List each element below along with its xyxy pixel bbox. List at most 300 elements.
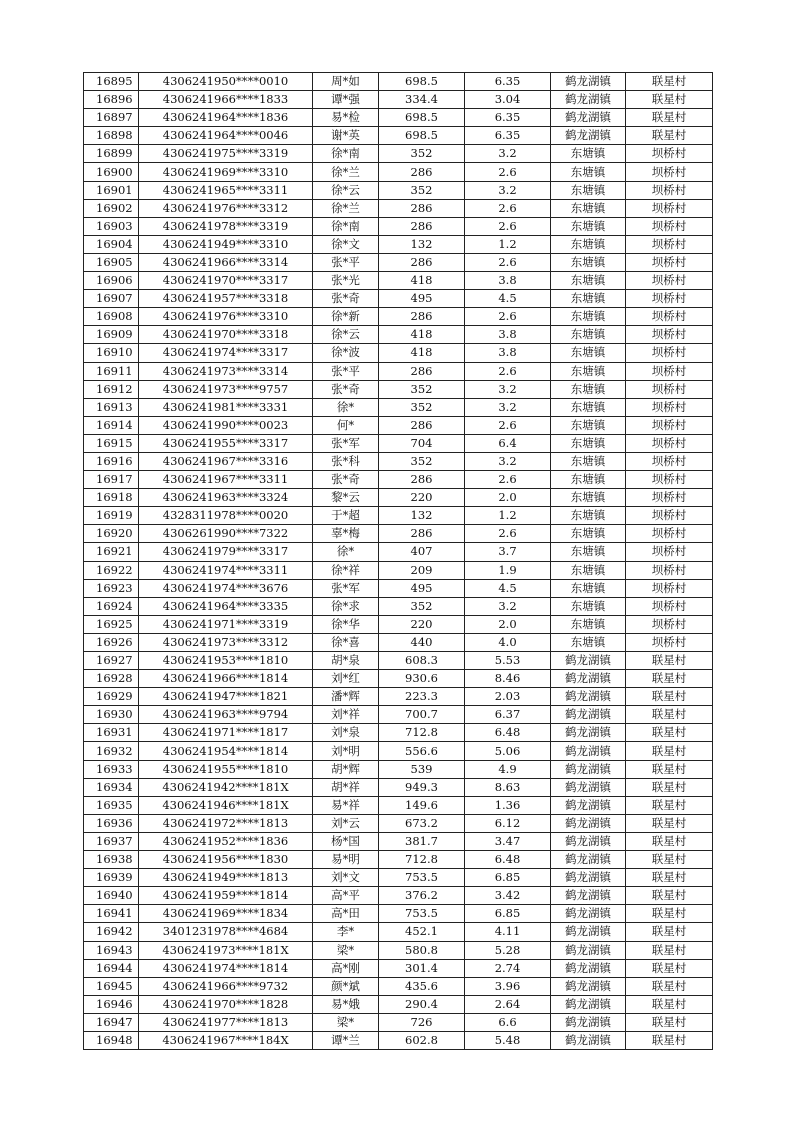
name-cell: 张*奇 [313,471,379,489]
serial-number-cell: 16944 [84,959,139,977]
table-row [84,579,713,597]
village-cell: 坝桥村 [626,253,713,271]
serial-number-cell: 16907 [84,290,139,308]
town-cell: 鹤龙湖镇 [551,73,626,91]
village-cell: 坝桥村 [626,579,713,597]
town-cell: 鹤龙湖镇 [551,869,626,887]
id-number-cell: 4306241942****181X [139,778,313,796]
town-cell: 东塘镇 [551,398,626,416]
area-cell: 3.47 [465,832,551,850]
town-cell: 东塘镇 [551,308,626,326]
name-cell: 张*奇 [313,380,379,398]
village-cell: 联星村 [626,923,713,941]
table-row [84,181,713,199]
village-cell: 坝桥村 [626,272,713,290]
table-row [84,778,713,796]
amount-cell: 495 [379,290,465,308]
table-row [84,1013,713,1031]
serial-number-cell: 16943 [84,941,139,959]
serial-number-cell: 16897 [84,109,139,127]
table-row [84,471,713,489]
table-row [84,109,713,127]
village-cell: 坝桥村 [626,398,713,416]
serial-number-cell: 16916 [84,452,139,470]
village-cell: 联星村 [626,1031,713,1049]
id-number-cell: 4306241976****3310 [139,308,313,326]
amount-cell: 698.5 [379,127,465,145]
amount-cell: 602.8 [379,1031,465,1049]
id-number-cell: 4306241973****9757 [139,380,313,398]
table-row [84,199,713,217]
name-cell: 张*科 [313,452,379,470]
amount-cell: 352 [379,145,465,163]
amount-cell: 704 [379,434,465,452]
serial-number-cell: 16924 [84,597,139,615]
id-number-cell: 4306241978****3319 [139,217,313,235]
name-cell: 高*田 [313,905,379,923]
village-cell: 联星村 [626,832,713,850]
table-row [84,796,713,814]
serial-number-cell: 16919 [84,507,139,525]
id-number-cell: 4306241977****1813 [139,1013,313,1031]
town-cell: 鹤龙湖镇 [551,832,626,850]
records-table-body [84,73,713,1050]
id-number-cell: 4306241954****1814 [139,742,313,760]
table-row [84,434,713,452]
village-cell: 联星村 [626,742,713,760]
amount-cell: 712.8 [379,724,465,742]
serial-number-cell: 16914 [84,416,139,434]
area-cell: 6.85 [465,905,551,923]
id-number-cell: 4306241953****1810 [139,652,313,670]
table-row [84,416,713,434]
area-cell: 5.06 [465,742,551,760]
serial-number-cell: 16895 [84,73,139,91]
area-cell: 2.0 [465,615,551,633]
area-cell: 3.8 [465,326,551,344]
town-cell: 东塘镇 [551,489,626,507]
serial-number-cell: 16930 [84,706,139,724]
name-cell: 徐* [313,543,379,561]
town-cell: 东塘镇 [551,380,626,398]
serial-number-cell: 16933 [84,760,139,778]
village-cell: 坝桥村 [626,489,713,507]
town-cell: 鹤龙湖镇 [551,742,626,760]
id-number-cell: 4306241964****3335 [139,597,313,615]
name-cell: 徐*兰 [313,163,379,181]
id-number-cell: 4306241952****1836 [139,832,313,850]
serial-number-cell: 16922 [84,561,139,579]
village-cell: 联星村 [626,887,713,905]
name-cell: 张*平 [313,362,379,380]
town-cell: 鹤龙湖镇 [551,905,626,923]
serial-number-cell: 16939 [84,869,139,887]
village-cell: 坝桥村 [626,615,713,633]
area-cell: 3.2 [465,380,551,398]
area-cell: 6.48 [465,724,551,742]
area-cell: 6.6 [465,1013,551,1031]
name-cell: 刘*祥 [313,706,379,724]
area-cell: 5.53 [465,652,551,670]
village-cell: 联星村 [626,959,713,977]
village-cell: 坝桥村 [626,543,713,561]
area-cell: 2.6 [465,163,551,181]
amount-cell: 753.5 [379,869,465,887]
village-cell: 坝桥村 [626,235,713,253]
serial-number-cell: 16945 [84,977,139,995]
amount-cell: 286 [379,471,465,489]
village-cell: 联星村 [626,670,713,688]
area-cell: 3.8 [465,272,551,290]
name-cell: 张*平 [313,253,379,271]
amount-cell: 949.3 [379,778,465,796]
id-number-cell: 4306241974****3311 [139,561,313,579]
area-cell: 3.2 [465,597,551,615]
town-cell: 东塘镇 [551,145,626,163]
name-cell: 易*祥 [313,796,379,814]
serial-number-cell: 16921 [84,543,139,561]
name-cell: 徐* [313,398,379,416]
village-cell: 联星村 [626,706,713,724]
village-cell: 联星村 [626,73,713,91]
name-cell: 张*奇 [313,290,379,308]
village-cell: 联星村 [626,977,713,995]
amount-cell: 352 [379,181,465,199]
area-cell: 5.48 [465,1031,551,1049]
id-number-cell: 4306241949****3310 [139,235,313,253]
village-cell: 坝桥村 [626,507,713,525]
area-cell: 1.9 [465,561,551,579]
id-number-cell: 4306241966****3314 [139,253,313,271]
town-cell: 鹤龙湖镇 [551,778,626,796]
id-number-cell: 4306241973****181X [139,941,313,959]
town-cell: 鹤龙湖镇 [551,851,626,869]
table-row [84,91,713,109]
area-cell: 4.11 [465,923,551,941]
id-number-cell: 4306241970****3318 [139,326,313,344]
area-cell: 4.9 [465,760,551,778]
serial-number-cell: 16926 [84,633,139,651]
name-cell: 徐*新 [313,308,379,326]
serial-number-cell: 16937 [84,832,139,850]
table-row [84,959,713,977]
name-cell: 刘*红 [313,670,379,688]
table-row [84,941,713,959]
amount-cell: 132 [379,235,465,253]
town-cell: 东塘镇 [551,615,626,633]
amount-cell: 418 [379,272,465,290]
village-cell: 坝桥村 [626,416,713,434]
area-cell: 6.85 [465,869,551,887]
village-cell: 联星村 [626,652,713,670]
serial-number-cell: 16927 [84,652,139,670]
table-row [84,977,713,995]
amount-cell: 452.1 [379,923,465,941]
area-cell: 2.6 [465,308,551,326]
amount-cell: 556.6 [379,742,465,760]
area-cell: 6.12 [465,814,551,832]
town-cell: 东塘镇 [551,579,626,597]
id-number-cell: 4306241981****3331 [139,398,313,416]
town-cell: 鹤龙湖镇 [551,724,626,742]
name-cell: 张*军 [313,579,379,597]
id-number-cell: 4306241965****3311 [139,181,313,199]
village-cell: 联星村 [626,941,713,959]
name-cell: 徐*波 [313,344,379,362]
id-number-cell: 4306241955****3317 [139,434,313,452]
id-number-cell: 4306241966****1814 [139,670,313,688]
name-cell: 徐*南 [313,145,379,163]
town-cell: 东塘镇 [551,633,626,651]
serial-number-cell: 16920 [84,525,139,543]
serial-number-cell: 16908 [84,308,139,326]
serial-number-cell: 16948 [84,1031,139,1049]
name-cell: 易*明 [313,851,379,869]
amount-cell: 352 [379,380,465,398]
amount-cell: 440 [379,633,465,651]
amount-cell: 700.7 [379,706,465,724]
amount-cell: 753.5 [379,905,465,923]
id-number-cell: 4306241966****9732 [139,977,313,995]
id-number-cell: 4306241966****1833 [139,91,313,109]
amount-cell: 132 [379,507,465,525]
village-cell: 坝桥村 [626,597,713,615]
serial-number-cell: 16913 [84,398,139,416]
id-number-cell: 4306241969****1834 [139,905,313,923]
amount-cell: 223.3 [379,688,465,706]
name-cell: 易*娥 [313,995,379,1013]
name-cell: 徐*云 [313,326,379,344]
town-cell: 鹤龙湖镇 [551,670,626,688]
table-row [84,543,713,561]
serial-number-cell: 16942 [84,923,139,941]
amount-cell: 149.6 [379,796,465,814]
town-cell: 东塘镇 [551,253,626,271]
table-row [84,995,713,1013]
amount-cell: 286 [379,362,465,380]
amount-cell: 435.6 [379,977,465,995]
id-number-cell: 4306241973****3312 [139,633,313,651]
id-number-cell: 4306241963****9794 [139,706,313,724]
serial-number-cell: 16918 [84,489,139,507]
amount-cell: 673.2 [379,814,465,832]
town-cell: 东塘镇 [551,272,626,290]
table-row [84,688,713,706]
village-cell: 坝桥村 [626,471,713,489]
area-cell: 1.36 [465,796,551,814]
id-number-cell: 4306241974****1814 [139,959,313,977]
table-row [84,742,713,760]
area-cell: 1.2 [465,235,551,253]
table-row [84,561,713,579]
name-cell: 高*平 [313,887,379,905]
name-cell: 胡*祥 [313,778,379,796]
area-cell: 1.2 [465,507,551,525]
table-row [84,235,713,253]
amount-cell: 376.2 [379,887,465,905]
village-cell: 联星村 [626,796,713,814]
id-number-cell: 4306241976****3312 [139,199,313,217]
table-row [84,344,713,362]
amount-cell: 418 [379,344,465,362]
village-cell: 坝桥村 [626,380,713,398]
amount-cell: 220 [379,615,465,633]
area-cell: 8.63 [465,778,551,796]
name-cell: 胡*辉 [313,760,379,778]
town-cell: 鹤龙湖镇 [551,652,626,670]
town-cell: 东塘镇 [551,543,626,561]
serial-number-cell: 16912 [84,380,139,398]
village-cell: 坝桥村 [626,199,713,217]
table-row [84,814,713,832]
serial-number-cell: 16911 [84,362,139,380]
amount-cell: 286 [379,163,465,181]
village-cell: 坝桥村 [626,145,713,163]
village-cell: 联星村 [626,778,713,796]
serial-number-cell: 16905 [84,253,139,271]
amount-cell: 698.5 [379,109,465,127]
town-cell: 东塘镇 [551,181,626,199]
name-cell: 辜*梅 [313,525,379,543]
id-number-cell: 4306241969****3310 [139,163,313,181]
village-cell: 坝桥村 [626,434,713,452]
table-row [84,760,713,778]
table-row [84,851,713,869]
town-cell: 东塘镇 [551,597,626,615]
serial-number-cell: 16923 [84,579,139,597]
amount-cell: 352 [379,597,465,615]
serial-number-cell: 16931 [84,724,139,742]
area-cell: 2.6 [465,416,551,434]
area-cell: 3.7 [465,543,551,561]
amount-cell: 334.4 [379,91,465,109]
town-cell: 鹤龙湖镇 [551,796,626,814]
town-cell: 鹤龙湖镇 [551,127,626,145]
name-cell: 潘*辉 [313,688,379,706]
table-row [84,633,713,651]
town-cell: 鹤龙湖镇 [551,923,626,941]
town-cell: 东塘镇 [551,235,626,253]
table-row [84,905,713,923]
town-cell: 鹤龙湖镇 [551,887,626,905]
serial-number-cell: 16946 [84,995,139,1013]
area-cell: 6.4 [465,434,551,452]
village-cell: 坝桥村 [626,561,713,579]
amount-cell: 698.5 [379,73,465,91]
id-number-cell: 4306241975****3319 [139,145,313,163]
serial-number-cell: 16902 [84,199,139,217]
table-row [84,253,713,271]
name-cell: 刘*明 [313,742,379,760]
name-cell: 黎*云 [313,489,379,507]
serial-number-cell: 16940 [84,887,139,905]
serial-number-cell: 16947 [84,1013,139,1031]
amount-cell: 352 [379,398,465,416]
area-cell: 4.5 [465,579,551,597]
amount-cell: 580.8 [379,941,465,959]
village-cell: 联星村 [626,109,713,127]
area-cell: 6.35 [465,73,551,91]
area-cell: 6.37 [465,706,551,724]
amount-cell: 220 [379,489,465,507]
area-cell: 2.6 [465,362,551,380]
town-cell: 东塘镇 [551,290,626,308]
name-cell: 杨*国 [313,832,379,850]
name-cell: 徐*南 [313,217,379,235]
table-row [84,163,713,181]
serial-number-cell: 16941 [84,905,139,923]
village-cell: 坝桥村 [626,217,713,235]
table-row [84,507,713,525]
village-cell: 联星村 [626,1013,713,1031]
town-cell: 东塘镇 [551,471,626,489]
area-cell: 6.48 [465,851,551,869]
name-cell: 刘*文 [313,869,379,887]
id-number-cell: 4306241964****1836 [139,109,313,127]
serial-number-cell: 16896 [84,91,139,109]
table-row [84,380,713,398]
table-row [84,452,713,470]
village-cell: 联星村 [626,127,713,145]
name-cell: 于*超 [313,507,379,525]
serial-number-cell: 16925 [84,615,139,633]
serial-number-cell: 16910 [84,344,139,362]
table-row [84,887,713,905]
serial-number-cell: 16901 [84,181,139,199]
town-cell: 鹤龙湖镇 [551,760,626,778]
id-number-cell: 4306241972****1813 [139,814,313,832]
table-row [84,217,713,235]
table-row [84,308,713,326]
area-cell: 6.35 [465,109,551,127]
amount-cell: 286 [379,416,465,434]
amount-cell: 407 [379,543,465,561]
serial-number-cell: 16915 [84,434,139,452]
village-cell: 坝桥村 [626,344,713,362]
id-number-cell: 4306241956****1830 [139,851,313,869]
town-cell: 东塘镇 [551,217,626,235]
serial-number-cell: 16909 [84,326,139,344]
table-row [84,670,713,688]
area-cell: 2.6 [465,471,551,489]
name-cell: 梁* [313,1013,379,1031]
table-row [84,597,713,615]
table-row [84,724,713,742]
amount-cell: 352 [379,452,465,470]
id-number-cell: 4306241974****3317 [139,344,313,362]
name-cell: 胡*泉 [313,652,379,670]
town-cell: 东塘镇 [551,525,626,543]
area-cell: 2.0 [465,489,551,507]
area-cell: 3.2 [465,398,551,416]
name-cell: 徐*祥 [313,561,379,579]
table-row [84,290,713,308]
id-number-cell: 4306241949****1813 [139,869,313,887]
serial-number-cell: 16934 [84,778,139,796]
table-row [84,127,713,145]
town-cell: 东塘镇 [551,163,626,181]
table-row [84,489,713,507]
table-row [84,615,713,633]
amount-cell: 286 [379,199,465,217]
town-cell: 东塘镇 [551,416,626,434]
table-row [84,145,713,163]
serial-number-cell: 16936 [84,814,139,832]
table-row [84,652,713,670]
amount-cell: 381.7 [379,832,465,850]
serial-number-cell: 16906 [84,272,139,290]
village-cell: 坝桥村 [626,362,713,380]
